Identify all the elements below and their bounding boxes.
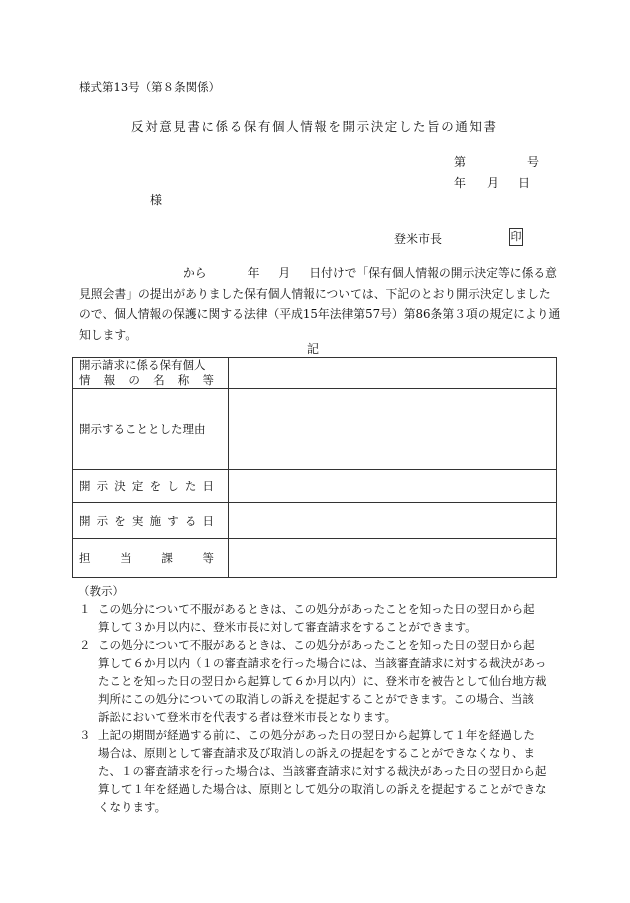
label-line-spread [79,550,214,566]
table-row [73,358,557,389]
label-char: 開 [79,513,91,528]
table-row [73,470,557,503]
label-char: 情 [79,373,91,387]
label-char: す [167,513,179,528]
table-row [73,539,557,578]
sender-name: 登米市長 [394,232,443,246]
label-char: を [114,513,126,528]
instruction-line: この処分について不服があるときは、この処分があったことを知った日の翌日から起 [98,602,535,616]
instruction-item [79,727,554,817]
label-line-spread [79,373,214,388]
label-char: 示 [96,479,109,493]
label-char: る [184,513,197,528]
row-label-disclosure-date [73,503,229,539]
date-day: 日 [518,176,531,190]
body-month: 月 [278,266,291,280]
instruction-line: 判所にこの処分についての取消しの訴えを提起することができます。この場合、当該 [98,692,534,706]
body-line: ので、個人情報の保護に関する法律（平成15年法律第57号）第86条第３項の規定により通 [79,307,561,321]
instruction-line: 算して３か月以内に、登米市長に対して審査請求をすることができます。 [98,620,477,634]
row-label-reason: 開示することとした理由 [73,389,229,470]
instruction-line: 算して６か月以内（１の審査請求を行った場合には、当該審査請求に対する裁決があっ [98,656,547,670]
instruction-line: 訴訟において登米市を代表する者は登米市長となります。 [98,710,397,724]
instruction-line: くなります。 [98,800,167,814]
label-char: 開 [79,479,91,493]
label-char: 示 [96,513,109,528]
instruction-line: た、１の審査請求を行った場合は、当該審査請求に対する裁決があった日の翌日から起 [98,764,547,778]
addressee-honorific: 様 [150,193,163,207]
label-char: 等 [202,551,214,565]
row-label-info-name [73,358,229,389]
ki-heading: 記 [307,342,320,356]
label-char: 称 [177,373,190,387]
label-char: 日 [202,513,214,528]
date-year: 年 [454,176,467,190]
label-char: を [149,479,162,493]
disclosure-table [72,357,557,578]
seal-stamp: 印 [509,228,523,246]
instruction-line: 上記の期間が経過する前に、この処分があった日の翌日から起算して１年を経過した [98,728,535,742]
label-char: 決 [114,479,126,493]
body-kara: から [183,266,207,280]
instruction-item [79,601,554,637]
label-char: 課 [161,551,173,565]
label-char: 定 [131,479,144,493]
label-char: 報 [103,373,116,387]
doc-no-suffix: 号 [527,155,540,169]
document-date [454,177,530,189]
label-char: し [167,479,179,493]
label-char: 日 [202,479,214,493]
table-row [73,389,557,470]
instruction-line: この処分について不服があるときは、この処分があったことを知った日の翌日から起 [98,638,535,652]
instruction-number: １ [79,602,91,616]
body-line [79,264,557,285]
label-line: 開示請求に係る保有個人 [79,358,206,372]
value-cell-reason[interactable] [229,389,557,470]
document-title: 反対意見書に係る保有個人情報を開示決定した旨の通知書 [131,119,498,134]
label-char: 施 [149,513,162,528]
instruction-line: たことを知った日の翌日から起算して６か月以内）に、登米市を被告として仙台地方裁 [98,674,547,688]
body-paragraph [79,264,561,346]
body-line: 見照会書」の提出がありました保有個人情報については、下記のとおり開示決定しました [79,286,551,301]
document-number [454,156,539,168]
label-line-spread [79,478,214,494]
label-char: た [184,479,197,493]
body-line: 知します。 [79,327,138,342]
value-cell-info-name[interactable] [229,358,557,389]
label-char: の [128,373,140,387]
row-label-department [73,539,229,578]
label-char: 等 [202,373,214,387]
instructions-heading: （教示） [78,584,124,598]
date-month: 月 [487,176,500,190]
instruction-item [79,637,554,727]
instructions-section [79,583,554,817]
label-char: 担 [79,551,91,565]
instruction-line: 場合は、原則として審査請求及び取消しの訴えの提起をすることができなくなり、ま [98,746,535,760]
label-char: 名 [153,373,165,387]
row-label-decision-date [73,470,229,503]
label-char: 当 [120,551,132,565]
body-year: 年 [247,266,260,280]
label-line-spread [79,513,214,529]
table-row [73,503,557,539]
instruction-number: ３ [79,728,91,742]
instruction-number: ２ [79,638,91,652]
form-number: 様式第13号（第８条関係） [79,80,221,94]
instruction-line: 算して１年を経過した場合は、原則として処分の取消しの訴えを提起することができな [98,782,547,796]
doc-no-prefix: 第 [454,155,467,169]
label-char: 実 [131,513,144,528]
body-line-1-rest: 日付けで「保有個人情報の開示決定等に係る意 [309,266,557,280]
value-cell-decision-date[interactable] [229,470,557,503]
value-cell-department[interactable] [229,539,557,578]
value-cell-disclosure-date[interactable] [229,503,557,539]
